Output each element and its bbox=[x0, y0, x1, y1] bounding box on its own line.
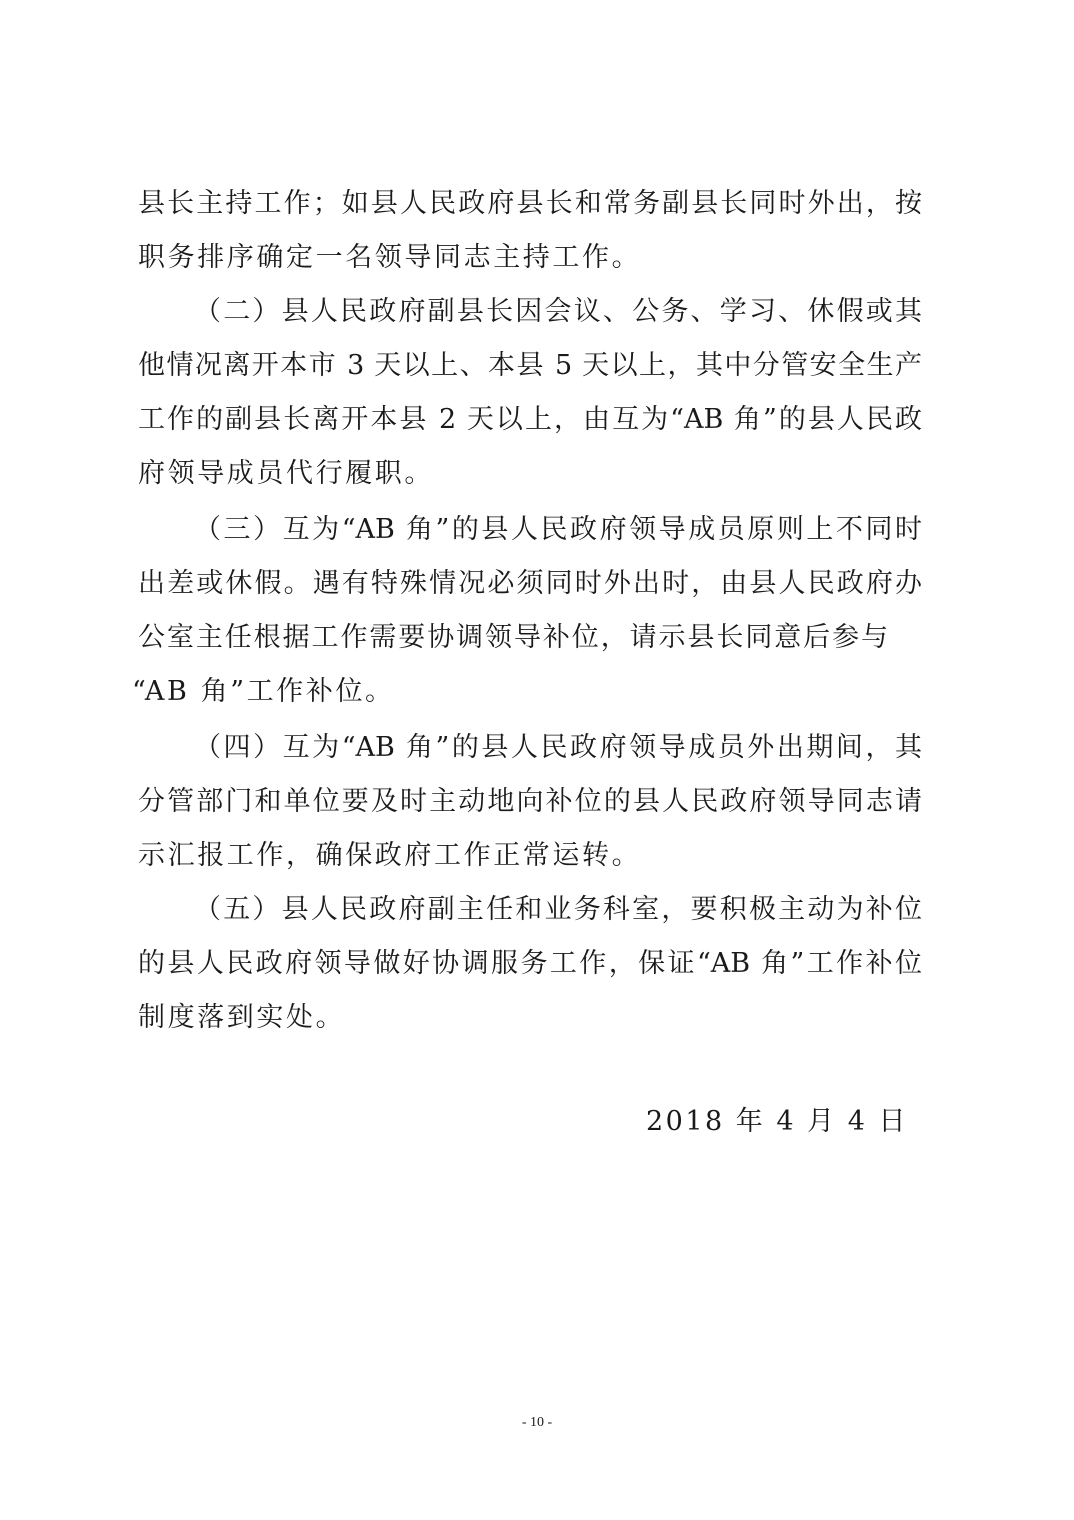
paragraph-line: 府领导成员代行履职。 bbox=[138, 458, 434, 489]
paragraph-line: 分管部门和单位要及时主动地向补位的县人民政府领导同志请 bbox=[138, 786, 922, 817]
paragraph-line: （四）互为“AB 角”的县人民政府领导成员外出期间，其 bbox=[194, 732, 922, 763]
paragraph-line: 示汇报工作，确保政府工作正常运转。 bbox=[138, 840, 642, 871]
paragraph-line: 职务排序确定一名领导同志主持工作。 bbox=[138, 242, 642, 273]
paragraph-line: 工作的副县长离开本县 2 天以上，由互为“AB 角”的县人民政 bbox=[138, 404, 922, 435]
paragraph-line: （五）县人民政府副主任和业务科室，要积极主动为补位 bbox=[194, 894, 922, 925]
paragraph-line: 公室主任根据工作需要协调领导补位，请示县长同意后参与 bbox=[138, 622, 888, 653]
paragraph-line: 县长主持工作；如县人民政府县长和常务副县长同时外出，按 bbox=[138, 188, 922, 219]
paragraph-line: 的县人民政府领导做好协调服务工作，保证“AB 角”工作补位 bbox=[138, 948, 922, 979]
page-number: - 10 - bbox=[521, 1415, 553, 1430]
document-date: 2018 年 4 月 4 日 bbox=[646, 1106, 908, 1137]
paragraph-line: 制度落到实处。 bbox=[138, 1002, 346, 1033]
paragraph-line: （三）互为“AB 角”的县人民政府领导成员原则上不同时 bbox=[194, 514, 922, 545]
paragraph-line: 他情况离开本市 3 天以上、本县 5 天以上，其中分管安全生产 bbox=[138, 350, 922, 381]
paragraph-line: （二）县人民政府副县长因会议、公务、学习、休假或其 bbox=[194, 296, 922, 327]
paragraph-line: “AB 角”工作补位。 bbox=[132, 676, 395, 707]
paragraph-line: 出差或休假。遇有特殊情况必须同时外出时，由县人民政府办 bbox=[138, 568, 922, 599]
